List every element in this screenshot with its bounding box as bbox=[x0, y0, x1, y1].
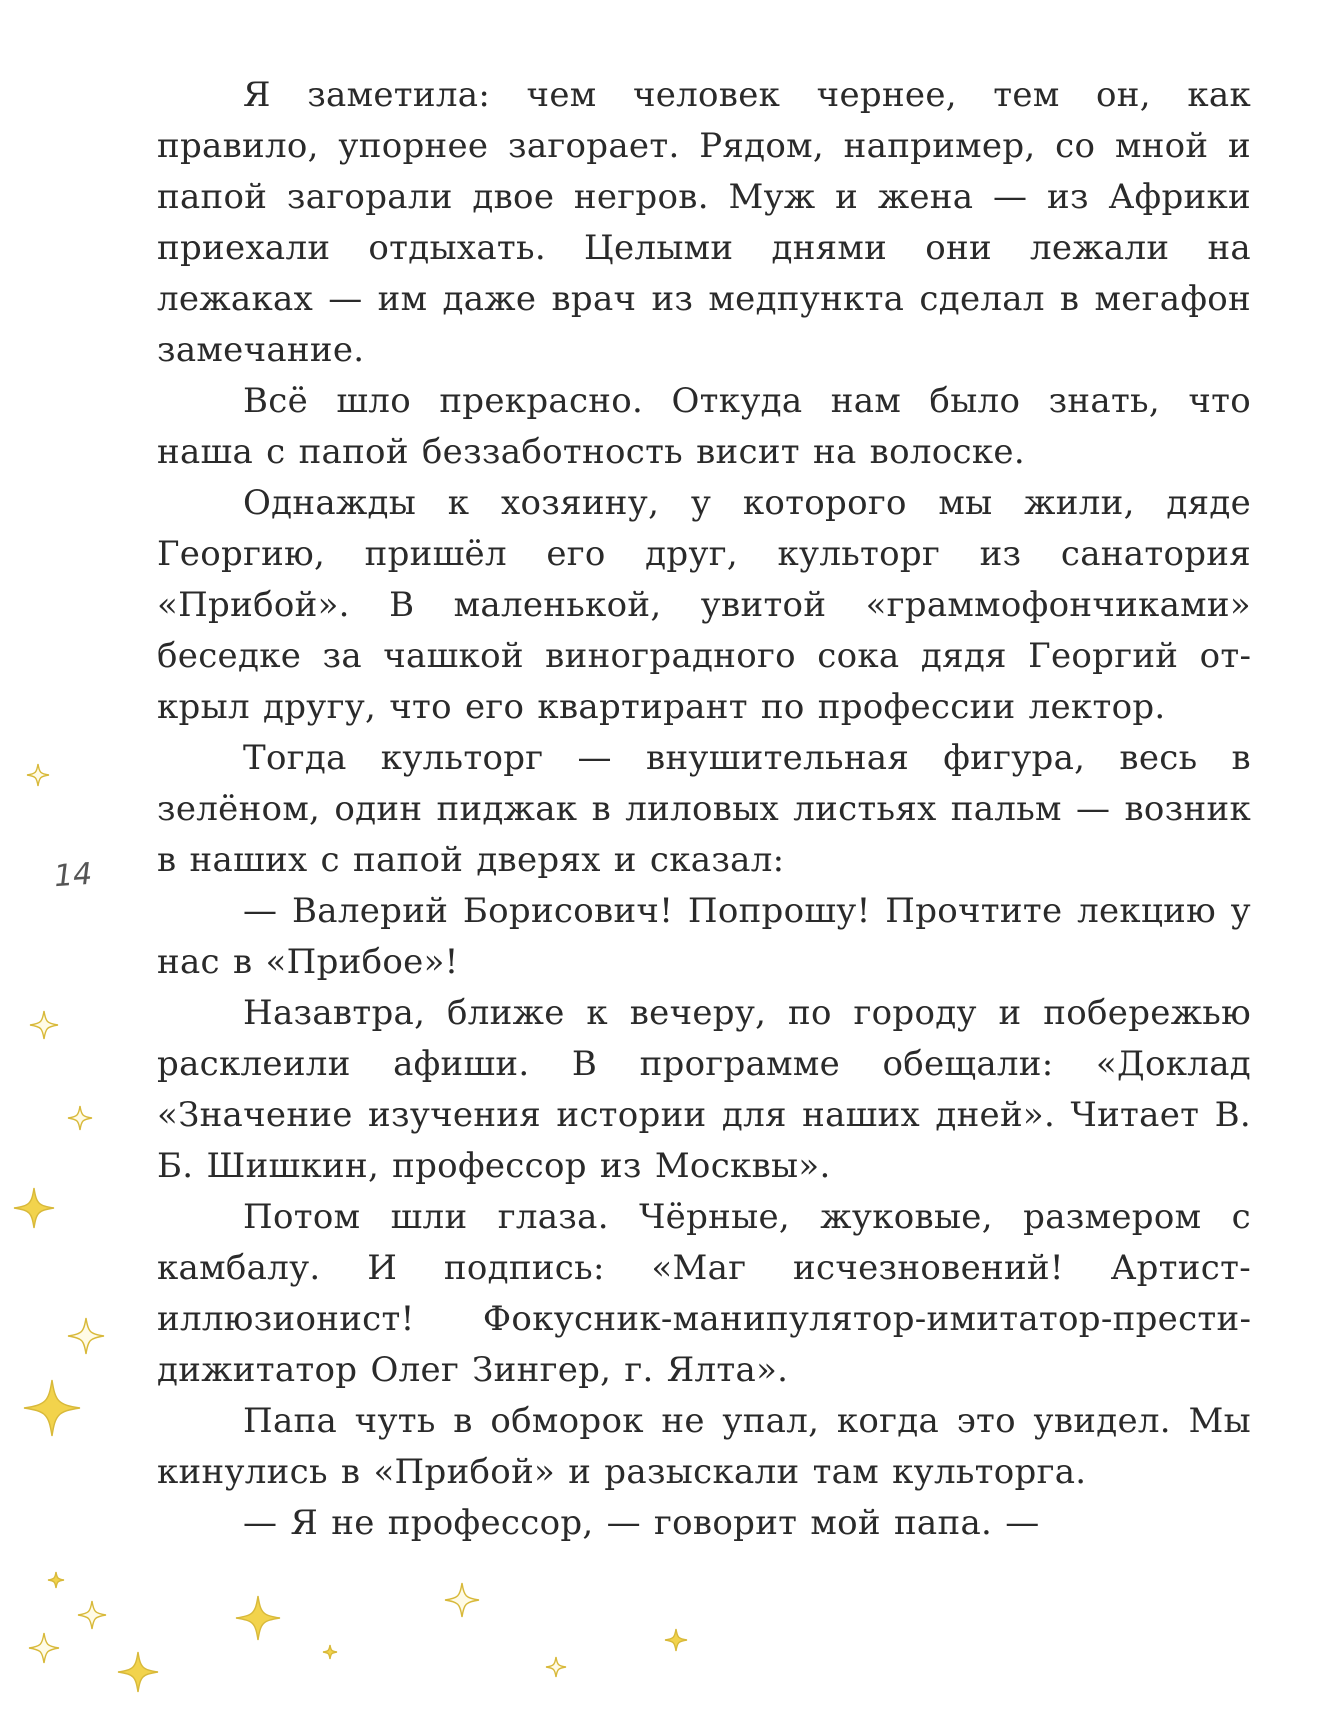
sparkle-star-icon bbox=[29, 1633, 59, 1663]
paragraph: Я заметила: чем человек чернее, тем он, как правило, упорнее загорает. Рядом, например, со мной и папой загорали двое негров. Муж и жена — из Африки приехали отдыхать. Целыми днями они лежали на лежаках — им даже врач из медпункта сделал в мегафон замечание. bbox=[157, 75, 1251, 370]
paragraph: Папа чуть в обморок не упал, когда это увидел. Мы кинулись в «Прибой» и разыскали там культорга. bbox=[157, 1401, 1251, 1492]
sparkle-star-icon bbox=[48, 1572, 64, 1588]
sparkle-star-icon bbox=[665, 1629, 687, 1651]
sparkle-star-icon bbox=[323, 1645, 337, 1659]
sparkle-star-icon bbox=[68, 1106, 92, 1130]
paragraph: Потом шли глаза. Чёрные, жуковые, размером с камбалу. И подпись: «Маг исчезновений! Артист-иллюзионист! Фокусник-манипулятор-имитатор-престидижитатор Олег Зингер, г. Ялта». bbox=[157, 1197, 1251, 1390]
paragraph: Всё шло прекрасно. Откуда нам было знать, что наша с папой беззаботность висит на волоске. bbox=[157, 381, 1251, 472]
sparkle-star-icon bbox=[445, 1583, 479, 1617]
sparkle-star-icon bbox=[14, 1188, 54, 1228]
paragraph: Однажды к хозяину, у которого мы жили, дяде Георгию, пришёл его друг, культорг из санатория «Прибой». В маленькой, увитой «граммофончиками» беседке за чашкой виноградного сока дядя Георгий открыл другу, что его квартирант по профессии лектор. bbox=[157, 483, 1251, 727]
sparkle-star-icon bbox=[30, 1011, 58, 1039]
page-number: 14 bbox=[52, 856, 94, 895]
paragraph: Назавтра, ближе к вечеру, по городу и побережью расклеили афиши. В программе обещали: «Доклад «Значение изучения истории для наших дней». Читает В. Б. Шишкин, профессор из Москвы». bbox=[157, 993, 1251, 1186]
paragraph: — Я не профессор, — говорит мой папа. — bbox=[243, 1503, 1040, 1543]
paragraph: Тогда культорг — внушительная фигура, весь в зелёном, один пиджак в лиловых листьях пальм — возник в наших с папой дверях и сказал: bbox=[157, 738, 1251, 880]
sparkle-star-icon bbox=[78, 1601, 106, 1629]
sparkle-star-icon bbox=[24, 1380, 80, 1436]
page-text-block bbox=[157, 70, 1251, 1549]
sparkle-star-icon bbox=[118, 1652, 158, 1692]
sparkle-star-icon bbox=[27, 764, 49, 786]
sparkle-star-icon bbox=[68, 1318, 104, 1354]
sparkle-star-icon bbox=[236, 1596, 280, 1640]
sparkle-star-icon bbox=[546, 1657, 566, 1677]
paragraph: — Валерий Борисович! Попрошу! Прочтите лекцию у нас в «Прибое»! bbox=[157, 891, 1251, 982]
